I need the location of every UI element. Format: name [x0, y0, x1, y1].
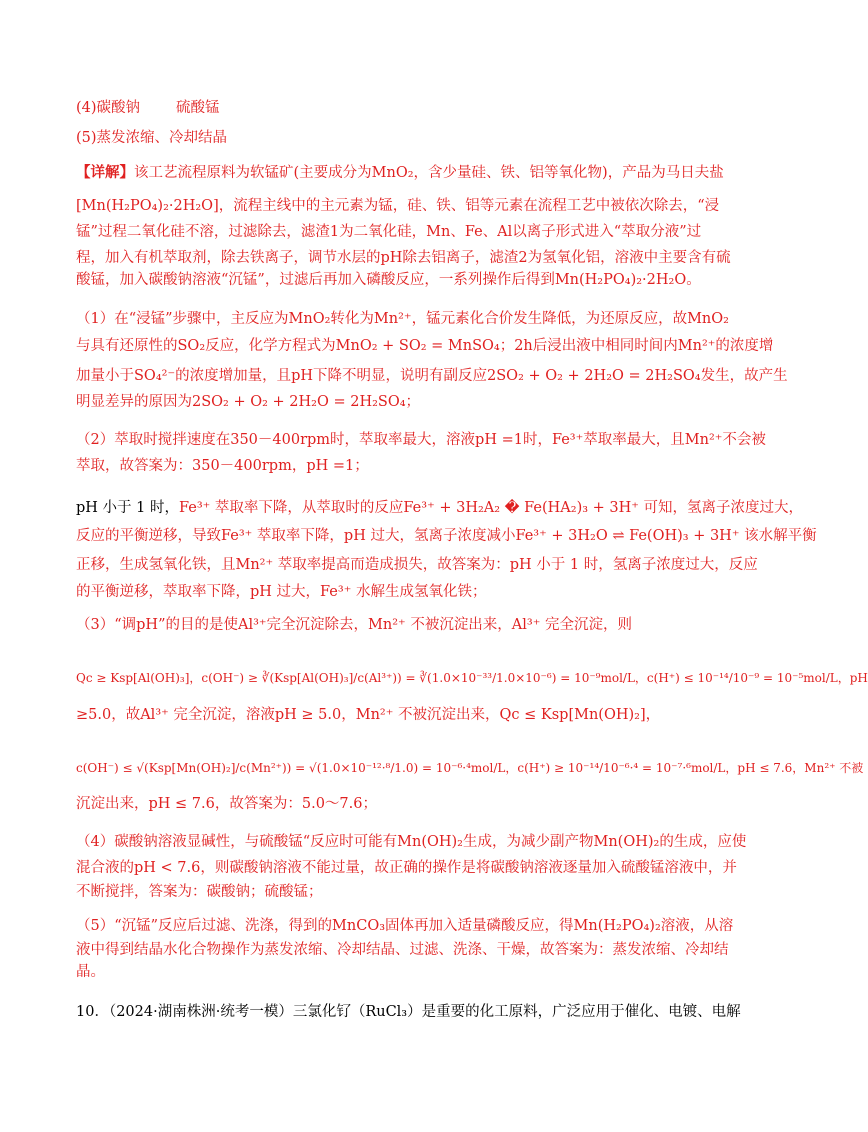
detail-tag: 【详解】 — [76, 164, 134, 181]
part1-line-1: （1）在“浸锰”步骤中，主反应为MnO₂转化为Mn²⁺，锰元素化合价发生降低，为还原反应，故MnO₂ — [76, 311, 729, 327]
part5-line-3: 晶。 — [76, 964, 105, 980]
part3-line-4: c(OH⁻) ≤ √(Ksp[Mn(OH)₂]/c(Mn²⁺)) = √(1.0×10⁻¹²·⁸/1.0) = 10⁻⁶·⁴mol/L，c(H⁺) ≥ 10⁻¹⁴/10⁻⁶·⁴ = 10⁻⁷·⁶mol/L，pH ≤ 7.6，Mn²⁺ 不被 — [76, 761, 864, 775]
question-10-line: 10．（2024·湖南株洲·统考一模）三氯化钌（RuCl₃）是重要的化工原料，广泛应用于催化、电镀、电解 — [76, 1004, 741, 1020]
detail-line-1 — [76, 163, 724, 183]
part5-line-1: （5）“沉锰”反应后过滤、洗涤，得到的MnCO₃固体再加入适量磷酸反应，得Mn(H₂PO₄)₂溶液，从溶 — [76, 918, 734, 934]
part3-line-3: ≥5.0，故Al³⁺ 完全沉淀，溶液pH ≥ 5.0，Mn²⁺ 不被沉淀出来，Qc ≤ Ksp[Mn(OH)₂]， — [76, 707, 661, 723]
part2-line-5: 正移，生成氢氧化铁，且Mn²⁺ 萃取率提高而造成损失，故答案为：pH 小于 1 时，氢离子浓度过大，反应 — [76, 557, 758, 573]
part3-line-1: （3）“调pH”的目的是使Al³⁺完全沉淀除去，Mn²⁺ 不被沉淀出来，Al³⁺ 完全沉淀，则 — [76, 617, 632, 633]
part4-line-1: （4）碳酸钠溶液显碱性，与硫酸锰“反应时可能有Mn(OH)₂生成，为减少副产物Mn(OH)₂的生成，应使 — [76, 834, 747, 850]
part1-line-3: 加量小于SO₄²⁻的浓度增加量，且pH下降不明显，说明有副反应2SO₂ + O₂ + 2H₂O = 2H₂SO₄发生，故产生 — [76, 368, 788, 384]
answer-4-value: 硫酸锰 — [176, 100, 220, 116]
part2-line-4: 反应的平衡逆移，导致Fe³⁺ 萃取率下降，pH 过大，氢离子浓度减小Fe³⁺ + 3H₂O ⇌ Fe(OH)₃ + 3H⁺ 该水解平衡 — [76, 528, 817, 544]
answer-4-label: (4)碳酸钠 — [76, 100, 141, 116]
part2-line-3-red: Fe³⁺ 萃取率下降，从萃取时的反应Fe³⁺ + 3H₂A₂ � Fe(HA₂)₃ + 3H⁺ 可知，氢离子浓度过大， — [178, 500, 804, 516]
part2-line-3-black: pH 小于 1 时， — [76, 500, 179, 516]
part2-line-6: 的平衡逆移，萃取率下降，pH 过大，Fe³⁺ 水解生成氢氧化铁； — [76, 584, 487, 600]
detail-line-4: 程，加入有机萃取剂，除去铁离子，调节水层的pH除去铝离子，滤渣2为氢氧化铝，溶液中主要含有硫 — [76, 250, 731, 266]
detail-line-3: 锰”过程二氧化硅不溶，过滤除去，滤渣1为二氧化硅，Mn、Fe、Al以离子形式进入“萃取分液”过 — [76, 224, 702, 240]
part4-line-3: 不断搅拌，答案为：碳酸钠；硫酸锰； — [76, 884, 323, 900]
part1-line-2: 与具有还原性的SO₂反应，化学方程式为MnO₂ + SO₂ = MnSO₄；2h后浸出液中相同时间内Mn²⁺的浓度增 — [76, 338, 774, 354]
answer-4 — [76, 98, 724, 118]
part2-line-1: （2）萃取时搅拌速度在350－400rpm时，萃取率最大，溶液pH =1时，Fe³⁺萃取率最大，且Mn²⁺不会被 — [76, 432, 766, 448]
part5-line-2: 液中得到结晶水化合物操作为蒸发浓缩、冷却结晶、过滤、洗涤、干燥，故答案为：蒸发浓缩、冷却结 — [76, 942, 729, 958]
detail-line-5: 酸锰，加入碳酸钠溶液“沉锰”，过滤后再加入磷酸反应，一系列操作后得到Mn(H₂PO₄)₂·2H₂O。 — [76, 272, 701, 288]
part1-line-4: 明显差异的原因为2SO₂ + O₂ + 2H₂O = 2H₂SO₄； — [76, 394, 421, 410]
part2-line-2: 萃取，故答案为：350－400rpm，pH =1； — [76, 458, 369, 474]
answer-5: (5)蒸发浓缩、冷却结晶 — [76, 130, 228, 146]
detail-text-1: 该工艺流程原料为软锰矿(主要成分为MnO₂，含少量硅、铁、铝等氧化物)，产品为马日夫盐 — [134, 165, 724, 181]
part2-line-3 — [76, 498, 804, 518]
part3-line-5: 沉淀出来，pH ≤ 7.6，故答案为：5.0～7.6； — [76, 796, 377, 812]
detail-line-2: [Mn(H₂PO₄)₂·2H₂O]，流程主线中的主元素为锰，硅、铁、铝等元素在流程工艺中被依次除去，“浸 — [76, 198, 720, 214]
part4-line-2: 混合液的pH < 7.6，则碳酸钠溶液不能过量，故正确的操作是将碳酸钠溶液逐量加入硫酸锰溶液中，并 — [76, 860, 737, 876]
part3-line-2: Qc ≥ Ksp[Al(OH)₃]，c(OH⁻) ≥ ∛(Ksp[Al(OH)₃]/c(Al³⁺)) = ∛(1.0×10⁻³³/1.0×10⁻⁶) = 10⁻⁹mol/L，c(H⁺) ≤ 10⁻¹⁴/10⁻⁹ = 10⁻⁵mol/L，pH — [76, 671, 868, 685]
